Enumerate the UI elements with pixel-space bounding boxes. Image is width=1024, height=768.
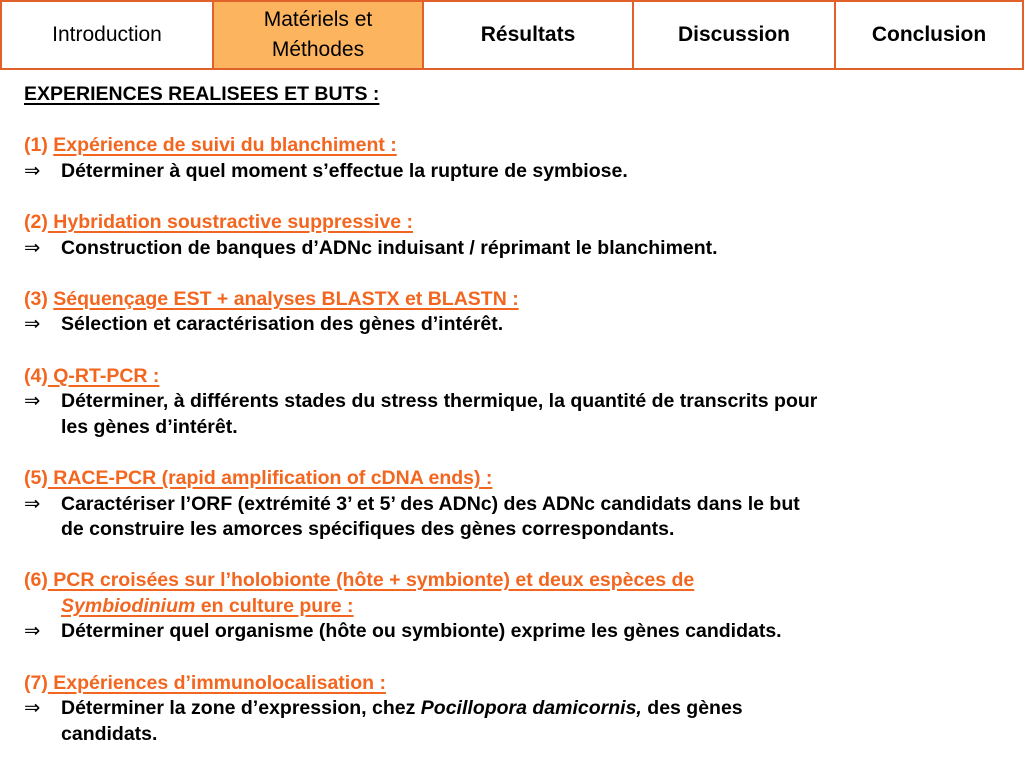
tab-conclusion[interactable]: [834, 0, 1024, 70]
experiment-goal: Déterminer quel organisme (hôte ou symbionte) exprime les gènes candidats.: [61, 620, 782, 643]
experiment-7-goal-cont: candidats.: [61, 722, 158, 745]
experiment-title: Séquençage EST + analyses BLASTX et BLASTN :: [53, 287, 519, 310]
tab-introduction[interactable]: [0, 0, 214, 70]
experiment-1-goal: [24, 159, 1014, 185]
experiment-number: (6): [24, 569, 48, 592]
page-heading: EXPERIENCES REALISEES ET BUTS :: [24, 83, 380, 105]
species-name: Symbiodinium: [61, 594, 196, 617]
experiment-title: Hybridation soustractive suppressive :: [47, 210, 414, 233]
experiment-goal: Construction de banques d’ADNc induisant / réprimant le blanchiment.: [61, 236, 718, 259]
arrow-icon: ⇒: [24, 620, 41, 643]
experiment-number: (5): [24, 466, 48, 489]
experiment-number: (3): [24, 287, 48, 310]
tab-label: Introduction: [52, 23, 162, 46]
experiment-number: (2): [24, 210, 48, 233]
experiment-3-title: [24, 287, 1014, 313]
experiment-6-goal: [24, 619, 1014, 645]
experiment-title: Expériences d’immunolocalisation :: [47, 671, 386, 694]
experiment-4-title: [24, 364, 1014, 390]
experiment-5-goal-cont: de construire les amorces spécifiques des gènes correspondants.: [61, 518, 675, 541]
experiment-6-title-cont: [24, 594, 1014, 620]
arrow-icon: ⇒: [24, 390, 41, 413]
experiment-7-title: [24, 671, 1014, 697]
section-tabs: [0, 0, 1024, 70]
tab-materiels-methodes[interactable]: [212, 0, 424, 70]
tab-label: Résultats: [480, 23, 576, 46]
experiment-goal: Déterminer la zone d’expression, chez: [61, 697, 421, 720]
species-name: Pocillopora damicornis,: [420, 697, 642, 720]
arrow-icon: ⇒: [24, 159, 41, 182]
experiment-goal: Sélection et caractérisation des gènes d’intérêt.: [61, 313, 504, 336]
experiment-title: Expérience de suivi du blanchiment :: [53, 134, 397, 157]
experiment-goal: Déterminer à quel moment s’effectue la rupture de symbiose.: [61, 159, 628, 182]
tab-label: Conclusion: [871, 23, 987, 46]
experiment-goal: Caractériser l’ORF (extrémité 3’ et 5’ des ADNc) des ADNc candidats dans le but: [61, 492, 800, 515]
experiment-title-rest: en culture pure :: [195, 594, 354, 617]
experiment-5-goal: [24, 492, 1014, 518]
experiment-6-title: [24, 568, 1014, 594]
arrow-icon: ⇒: [24, 697, 41, 720]
slide-content: [24, 82, 1014, 747]
experiment-7-goal: [24, 696, 1014, 722]
experiment-2-title: [24, 210, 1014, 236]
experiment-title: PCR croisées sur l’holobionte (hôte + symbionte) et deux espèces de: [47, 569, 695, 592]
tab-discussion[interactable]: [632, 0, 836, 70]
experiment-4-goal-cont: les gènes d’intérêt.: [61, 415, 238, 438]
tab-label: Matériels et Méthodes: [263, 8, 373, 61]
experiment-goal: Déterminer, à différents stades du stress thermique, la quantité de transcrits pour: [61, 390, 818, 413]
experiment-title: Q-RT-PCR :: [47, 364, 160, 387]
experiment-1-title: [24, 133, 1014, 159]
tab-resultats[interactable]: [422, 0, 634, 70]
experiment-title: RACE-PCR (rapid amplification of cDNA ends) :: [47, 466, 493, 489]
arrow-icon: ⇒: [24, 313, 41, 336]
experiment-5-title: [24, 466, 1014, 492]
experiment-2-goal: [24, 236, 1014, 262]
experiment-number: (1): [24, 134, 48, 157]
arrow-icon: ⇒: [24, 492, 41, 515]
experiment-4-goal: [24, 389, 1014, 415]
experiment-number: (7): [24, 671, 48, 694]
tab-label: Discussion: [677, 23, 791, 46]
experiment-3-goal: [24, 312, 1014, 338]
arrow-icon: ⇒: [24, 236, 41, 259]
experiment-goal-rest: des gènes: [641, 697, 743, 720]
experiment-number: (4): [24, 364, 48, 387]
